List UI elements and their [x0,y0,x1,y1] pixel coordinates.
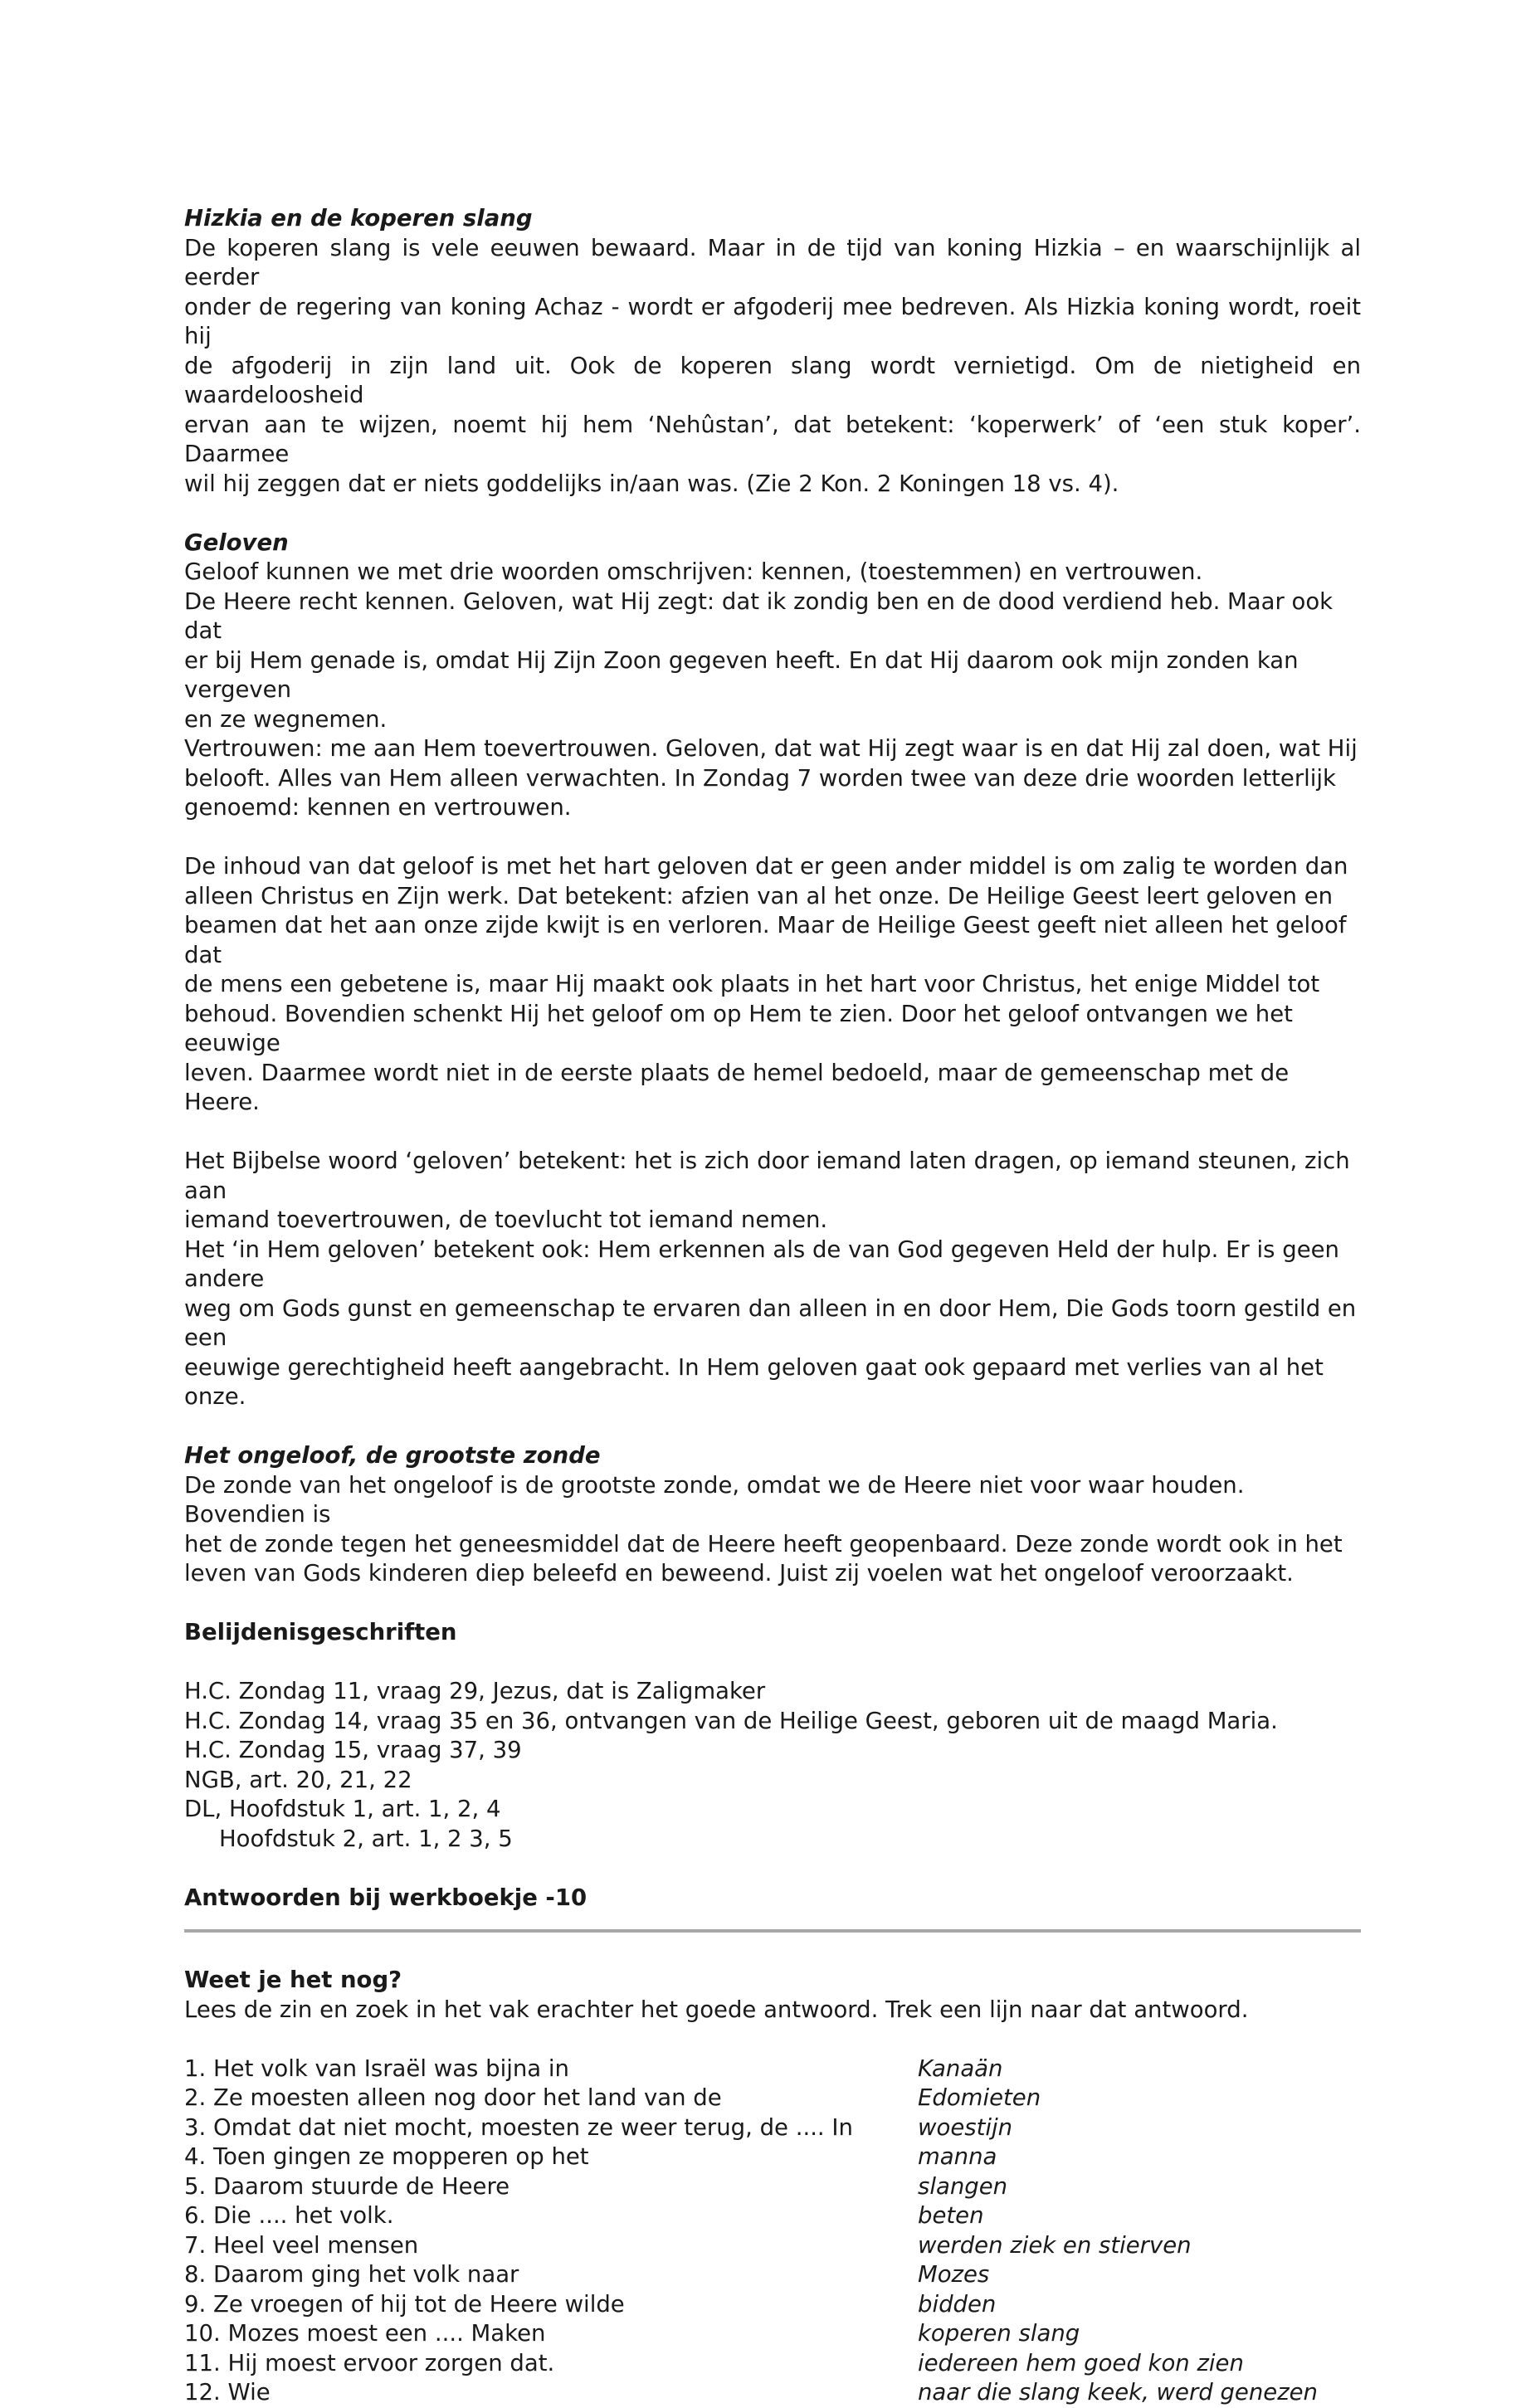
text-line: weg om Gods gunst en gemeenschap te ervaren dan alleen in en door Hem, Die Gods toorn gestild en een [184,1294,1357,1351]
text-line: Geloof kunnen we met drie woorden omschrijven: kennen, (toestemmen) en vertrouwen. [184,558,1203,585]
heading-belijdenisgeschriften: Belijdenisgeschriften [184,1619,457,1645]
question-text: 8. Daarom ging het volk naar [184,2261,519,2288]
question-text: 12. Wie [184,2379,271,2406]
text-line: genoemd: kennen en vertrouwen. [184,794,572,821]
exercise-row [184,2290,1361,2320]
answer-option: Kanaän [918,2055,1003,2082]
heading-ongeloof: Het ongeloof, de grootste zonde [184,1442,601,1469]
text-line: leven van Gods kinderen diep beleefd en beweend. Juist zij voelen wat het ongeloof veroorzaakt. [184,1560,1294,1587]
answer-option: koperen slang [918,2320,1080,2347]
list-item: H.C. Zondag 11, vraag 29, Jezus, dat is Zaligmaker [184,1678,766,1704]
exercise-row [184,2055,1361,2084]
exercise-row [184,2084,1361,2113]
text-line: alleen Christus en Zijn werk. Dat betekent: afzien van al het onze. De Heilige Geest leert geloven en [184,882,1334,909]
heading-geloven: Geloven [184,529,289,556]
exercise-row [184,2172,1361,2202]
question-text: 2. Ze moesten alleen nog door het land van de [184,2084,722,2111]
paragraph-hizkia [184,234,1361,500]
belijdenis-list [184,1677,1361,1825]
answer-option: manna [918,2143,997,2170]
text-line: De Heere recht kennen. Geloven, wat Hij zegt: dat ik zondig ben en de dood verdiend heb. Maar ook dat [184,587,1334,644]
exercise-row [184,2349,1361,2379]
paragraph-ongeloof [184,1471,1361,1589]
heading-weet-je-het-nog: Weet je het nog? [184,1967,402,1993]
paragraph-geloven-3 [184,1147,1361,1412]
text-line: Het Bijbelse woord ‘geloven’ betekent: het is zich door iemand laten dragen, op iemand steunen, zich aan [184,1148,1350,1204]
text-line: eeuwige gerechtigheid heeft aangebracht. In Hem geloven gaat ook gepaard met verlies van al het onze. [184,1353,1324,1410]
text-line: De koperen slang is vele eeuwen bewaard. Maar in de tijd van koning Hizkia – en waarschijnlijk al eerder [184,234,1361,290]
exercise-row [184,2201,1361,2231]
question-text: 4. Toen gingen ze mopperen op het [184,2143,589,2170]
exercise-row [184,2231,1361,2261]
question-text: 10. Mozes moest een .... Maken [184,2320,546,2347]
answer-option: Mozes [918,2261,990,2288]
answer-option: slangen [918,2172,1008,2200]
question-text: 11. Hij moest ervoor zorgen dat. [184,2349,555,2376]
list-item-indented: Hoofdstuk 2, art. 1, 2 3, 5 [219,1825,513,1852]
heading-hizkia: Hizkia en de koperen slang [184,205,533,232]
text-line: en ze wegnemen. [184,705,388,733]
question-text: 6. Die .... het volk. [184,2202,394,2229]
divider [184,1929,1361,1933]
text-line: leven. Daarmee wordt niet in de eerste plaats de hemel bedoeld, maar de gemeenschap met de Heere. [184,1059,1290,1115]
text-line: de mens een gebetene is, maar Hij maakt ook plaats in het hart voor Christus, het enige Middel tot [184,971,1320,997]
text-line: Vertrouwen: me aan Hem toevertrouwen. Geloven, dat wat Hij zegt waar is en dat Hij zal doen, wat Hij [184,735,1358,762]
text-line: ervan aan te wijzen, noemt hij hem ‘Nehûstan’, dat betekent: ‘koperwerk’ of ‘een stuk koper’. Daarmee [184,411,1361,467]
text-line: Het ‘in Hem geloven’ betekent ook: Hem erkennen als de van God gegeven Held der hulp. Er is geen andere [184,1236,1339,1292]
text-line: iemand toevertrouwen, de toevlucht tot iemand nemen. [184,1206,828,1233]
heading-antwoorden: Antwoorden bij werkboekje -10 [184,1884,588,1911]
answer-option: naar die slang keek, werd genezen [918,2379,1318,2406]
answer-option: Edomieten [918,2084,1041,2111]
answer-option: beten [918,2202,984,2229]
list-item: DL, Hoofdstuk 1, art. 1, 2, 4 [184,1796,501,1822]
text-line: er bij Hem genade is, omdat Hij Zijn Zoon gegeven heeft. En dat Hij daarom ook mijn zonden kan vergeven [184,646,1299,703]
answer-option: werden ziek en stierven [918,2231,1192,2259]
answer-option: woestijn [918,2113,1013,2141]
text-line: onder de regering van koning Achaz - wordt er afgoderij mee bedreven. Als Hizkia koning wordt, roeit hij [184,293,1361,349]
exercise-instruction: Lees de zin en zoek in het vak erachter het goede antwoord. Trek een lijn naar dat antwoord. [184,1996,1249,2023]
exercise-row [184,2378,1361,2408]
paragraph-geloven-1 [184,558,1361,823]
question-text: 5. Daarom stuurde de Heere [184,2172,510,2200]
question-text: 9. Ze vroegen of hij tot de Heere wilde [184,2290,625,2318]
document-page [184,204,1361,2408]
answer-option: bidden [918,2290,997,2318]
text-line: behoud. Bovendien schenkt Hij het geloof om op Hem te zien. Door het geloof ontvangen we het eeuwige [184,1000,1293,1056]
exercise-row [184,2319,1361,2349]
list-item: NGB, art. 20, 21, 22 [184,1766,412,1793]
text-line: De inhoud van dat geloof is met het hart geloven dat er geen ander middel is om zalig te worden dan [184,853,1348,880]
paragraph-geloven-2 [184,852,1361,1118]
text-line: belooft. Alles van Hem alleen verwachten. In Zondag 7 worden twee van deze drie woorden letterlijk [184,764,1336,792]
question-text: 1. Het volk van Israël was bijna in [184,2055,569,2082]
list-item: H.C. Zondag 15, vraag 37, 39 [184,1737,522,1763]
exercise-list [184,2055,1361,2408]
answer-option: iedereen hem goed kon zien [918,2349,1244,2376]
text-line: de afgoderij in zijn land uit. Ook de koperen slang wordt vernietigd. Om de nietigheid en waardeloosheid [184,352,1361,408]
text-line: wil hij zeggen dat er niets goddelijks in/aan was. (Zie 2 Kon. 2 Koningen 18 vs. 4). [184,470,1119,497]
exercise-row [184,2260,1361,2290]
text-line: beamen dat het aan onze zijde kwijt is en verloren. Maar de Heilige Geest geeft niet alleen het geloof dat [184,912,1347,968]
text-line: De zonde van het ongeloof is de grootste zonde, omdat we de Heere niet voor waar houden. Bovendien is [184,1471,1245,1528]
list-item: H.C. Zondag 14, vraag 35 en 36, ontvangen van de Heilige Geest, geboren uit de maagd Maria. [184,1707,1278,1734]
text-line: het de zonde tegen het geneesmiddel dat de Heere heeft geopenbaard. Deze zonde wordt ook in het [184,1530,1343,1557]
question-text: 3. Omdat dat niet mocht, moesten ze weer terug, de .... In [184,2113,853,2141]
exercise-row [184,2142,1361,2172]
exercise-row [184,2113,1361,2143]
question-text: 7. Heel veel mensen [184,2231,419,2259]
